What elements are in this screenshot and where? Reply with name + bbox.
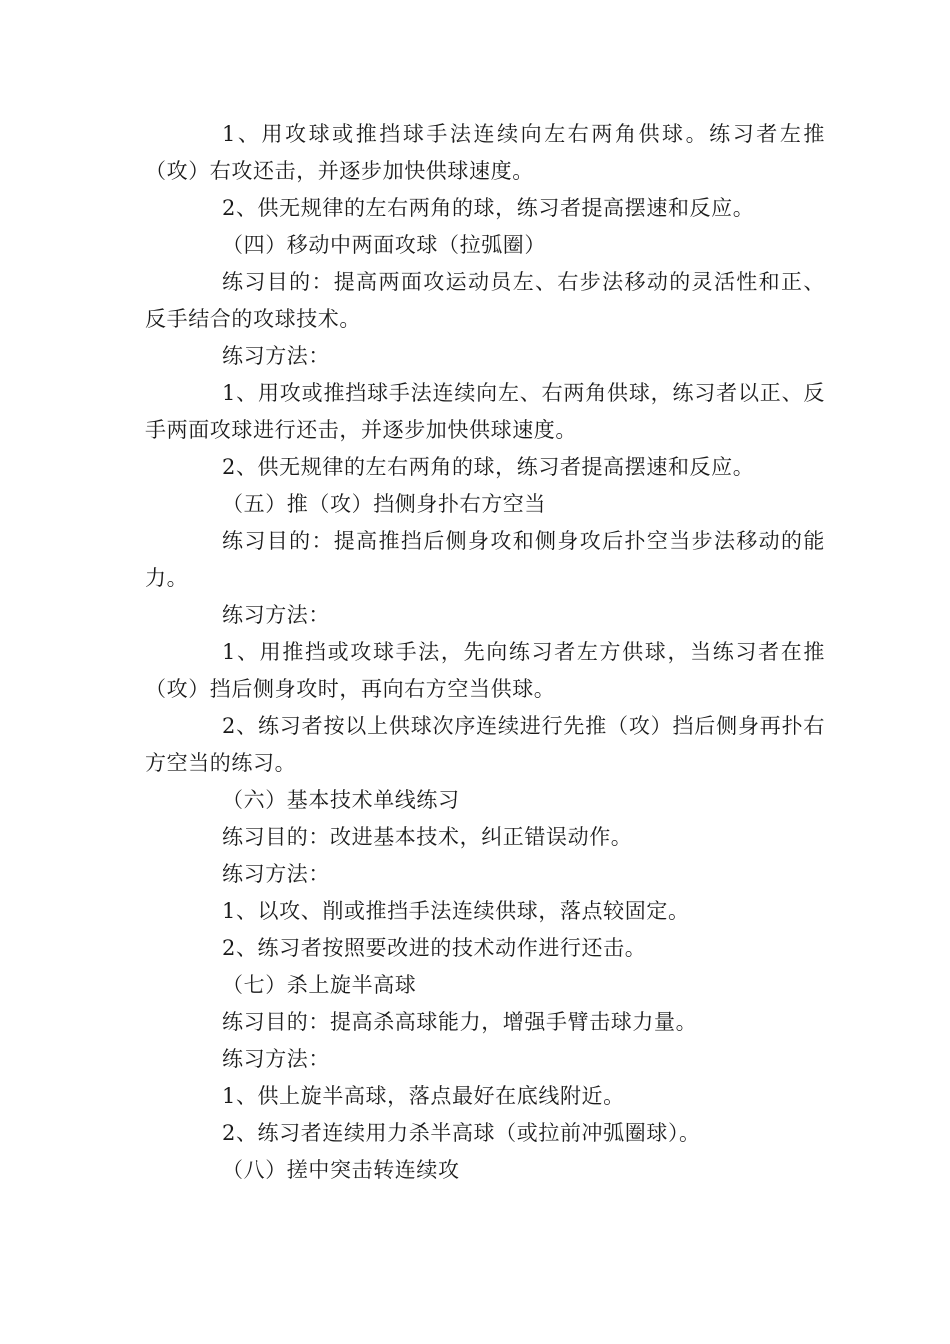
- document-body: [145, 116, 825, 1189]
- paragraph: 2、练习者按以上供球次序连续进行先推（攻）挡后侧身再扑右方空当的练习。: [145, 714, 825, 775]
- paragraph: 1、供上旋半高球，落点最好在底线附近。: [222, 1084, 625, 1108]
- paragraph: 练习目的：改进基本技术，纠正错误动作。: [222, 825, 633, 849]
- paragraph: 1、以攻、削或推挡手法连续供球，落点较固定。: [222, 899, 690, 923]
- paragraph: 练习方法：: [222, 344, 330, 368]
- paragraph: 2、供无规律的左右两角的球，练习者提高摆速和反应。: [222, 455, 755, 479]
- paragraph: 2、练习者连续用力杀半高球（或拉前冲弧圈球）。: [222, 1121, 701, 1145]
- paragraph: 练习目的：提高推挡后侧身攻和侧身攻后扑空当步法移动的能力。: [145, 529, 825, 590]
- paragraph: 练习目的：提高杀高球能力，增强手臂击球力量。: [222, 1010, 698, 1034]
- section-heading: （八）搓中突击转连续攻: [222, 1158, 460, 1182]
- section-heading: （五）推（攻）挡侧身扑右方空当: [222, 492, 546, 516]
- section-heading: （七）杀上旋半高球: [222, 973, 417, 997]
- paragraph: 练习方法：: [222, 603, 330, 627]
- paragraph: 练习目的：提高两面攻运动员左、右步法移动的灵活性和正、反手结合的攻球技术。: [145, 270, 825, 331]
- paragraph: 练习方法：: [222, 862, 330, 886]
- paragraph: 2、练习者按照要改进的技术动作进行还击。: [222, 936, 647, 960]
- section-heading: （四）移动中两面攻球（拉弧圈）: [222, 233, 546, 257]
- paragraph: 1、用推挡或攻球手法，先向练习者左方供球，当练习者在推（攻）挡后侧身攻时，再向右方空当供球。: [145, 640, 825, 701]
- paragraph: 1、用攻球或推挡球手法连续向左右两角供球。练习者左推（攻）右攻还击，并逐步加快供球速度。: [145, 122, 825, 183]
- section-heading: （六）基本技术单线练习: [222, 788, 460, 812]
- paragraph: 1、用攻或推挡球手法连续向左、右两角供球，练习者以正、反手两面攻球进行还击，并逐步加快供球速度。: [145, 381, 825, 442]
- paragraph: 2、供无规律的左右两角的球，练习者提高摆速和反应。: [222, 196, 755, 220]
- paragraph: 练习方法：: [222, 1047, 330, 1071]
